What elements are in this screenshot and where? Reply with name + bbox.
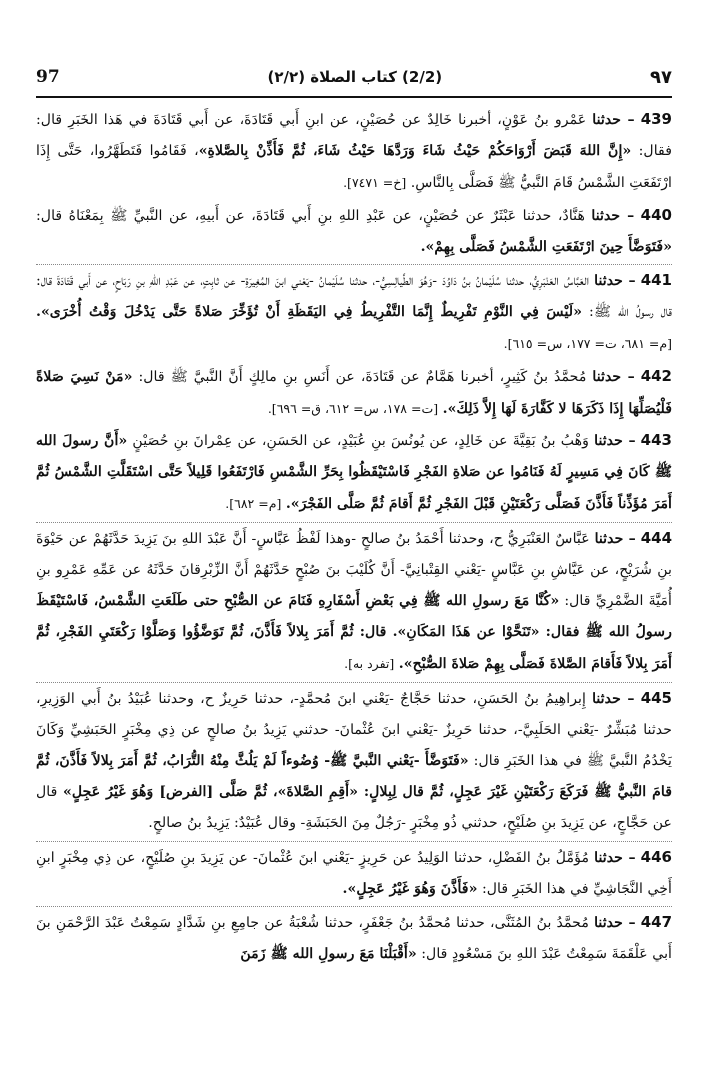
hadith-text-tail: ، فَقَامُوا فَتَطَهَّرُوا، حَتَّى إِذَا ارْتَفَعَتِ الشَّمْسُ قَامَ النَّبيُّ ﷺ فَصَلَّى بِالنَّاسِ. — [36, 143, 672, 192]
hadith-number: 446 — [640, 847, 672, 866]
hadith-441 — [36, 265, 672, 361]
hadith-matn: «مَنْ نَسِيَ صَلاةً فَلْيُصَلِّهَا إِذَا ذَكَرَهَا لا كَفَّارَةَ لَهَا إِلاَّ ذَلِكَ». — [36, 368, 672, 417]
hadith-matn: «فَأَذَّنَ وَهُوَ غَيْرُ عَجِلٍ». — [342, 880, 478, 897]
hadith-head: – حدثنا — [594, 849, 636, 866]
hadith-number: 441 — [640, 271, 672, 290]
hadith-440 — [36, 200, 672, 263]
hadith-head: – حدثنا — [594, 915, 636, 932]
hadith-matn: «أَنَّ رسولَ الله ﷺ كَانَ فِي مَسِيرٍ لَهُ فَنَامُوا عن صَلاةِ الفَجْرِ فَاسْتَيْقَظُوا بِحَرِّ الشَّمْسِ فَارْتَفَعُوا قَلِيلاً حَتَّى اسْتَقَلَّتِ الشَّمْسُ ثُمَّ أَمَرَ مُؤَذِّناً فَأَذَّنَ فَصَلَّى رَكْعَتَيْنِ قَبْلَ الفَجْرِ ثُمَّ أَقامَ ثُمَّ صَلَّى الفَجْرَ». — [36, 433, 672, 513]
page-header — [36, 62, 672, 92]
hadith-reference: [م= ٦٨١، ت= ١٧٧، س= ٦١٥]. — [503, 336, 672, 352]
header-rule — [36, 96, 672, 98]
hadith-head: – حدثنا — [594, 530, 636, 547]
hadith-443 — [36, 425, 672, 521]
hadith-head: – حدثنا — [591, 207, 635, 224]
hadith-439 — [36, 104, 672, 200]
hadith-isnad: عَمْرو بنُ عَوْنٍ، أخبرنا خَالِدٌ عن حُصَيْنٍ، عن ابنِ أَبي قَتَادَةَ، عن أَبي قَتَادَةَ في هَذا الخَبَرِ قال: فقال: — [36, 112, 672, 160]
page-number-arabic: ٩٧ — [650, 66, 672, 88]
hadith-isnad: مُؤَمَّلُ بنُ الفَضْلِ، حدثنا الوَلِيدُ عن حَرِيزٍ -يَعْني ابنَ عُثْمانَ- عن يَزِيدَ بنِ صُلَيْحٍ، عن ذِي مِخْبَرٍ ابنِ أَخِي النَّجَاشِيِّ في هذا الخَبَرِ قال: — [36, 849, 672, 897]
hadith-reference: [تفرد به]. — [344, 656, 395, 672]
hadith-number: 445 — [640, 688, 672, 707]
hadith-head: – حدثنا — [594, 273, 636, 290]
hadith-head: – حدثنا — [594, 433, 636, 450]
hadith-number: 444 — [640, 528, 672, 547]
hadith-matn: «إِنَّ اللهَ قَبَضَ أَرْوَاحَكُمْ حَيْثُ شَاءَ وَرَدَّهَا حَيْثُ شَاءَ، ثُمَّ فَأَذِّنْ بِالصَّلاةِ» — [198, 143, 632, 160]
hadith-isnad: عَبَّاسٌ العَنْبَرِيُّ ح، وحدثنا أَحْمَدُ بنُ صالحٍ -وهذا لَفْظُ عَبَّاسٍ- أَنَّ عَبْدَ اللهِ بنَ يَزِيدَ حَدَّثَهُمْ عن حَيْوَةَ بنِ شُرَيْحٍ، عن عَيَّاشِ بنِ عَبَّاسٍ -يَعْني القِتْبانِيَّ- أَنَّ كُلَيْبَ بنَ صُبْحٍ حَدَّثَهُمْ أَنَّ الزِّبْرِقانَ حَدَّثَهُ عن عَمِّهِ عَمْرِو بنِ أُمَيَّةَ الضَّمْرِيِّ قال: — [36, 530, 672, 610]
hadith-isnad: مُحمَّدُ بنُ المُثَنَّى، حدثنا مُحمَّدُ بنُ جَعْفَرٍ، حدثنا شُعْبَةُ عن جامِعِ بنِ شَدَّادٍ سَمِعْتُ عَبْدَ الرَّحْمَنِ بنَ أَبي عَلْقَمَةَ سَمِعْتُ عَبْدَ اللهِ بنَ مَسْعُودٍ قال: — [36, 915, 672, 963]
hadith-number: 440 — [640, 205, 672, 224]
hadith-head: – حدثنا — [592, 690, 635, 707]
hadith-reference: [خ= ٧٤٧١]. — [343, 175, 407, 191]
hadith-matn: «لَيْسَ فِي النَّوْمِ تَفْرِيطٌ إِنَّمَا التَّفْرِيطُ فِي اليَقَظَةِ أَنْ تُؤَخِّرَ صَلاةً حَتَّى يَدْخُلَ وَقْتُ أُخْرَى». — [36, 304, 582, 321]
hadith-head: – حدثنا — [592, 368, 635, 385]
page-body — [36, 104, 672, 1075]
hadith-matn: «كُنَّا مَعَ رسولِ الله ﷺ فِي بَعْضِ أَسْفَارِهِ فَنَامَ عن الصُّبْحِ حتى طَلَعَتِ الشَّمْسُ، فَاسْتَيْقَظَ رسولُ الله ﷺ فقال: «تَنَحَّوْا عن هَذَا المَكَانِ». قال: ثُمَّ أَمَرَ بِلالاً فَأَذَّنَ، ثُمَّ تَوَضَّؤُوا وَصَلَّوْا رَكْعَتَيِ الفَجْرِ، ثُمَّ أَمَرَ بِلالاً فَأَقامَ الصَّلاةَ فَصَلَّى بِهِمْ صَلاةَ الصُّبْحِ». — [36, 593, 672, 673]
hadith-isnad: مُحمَّدُ بنُ كَثِيرٍ، أخبرنا هَمَّامٌ عن قَتَادَةَ، عن أَنَسِ بنِ مالِكٍ أَنَّ النَّبيَّ ﷺ قال: — [132, 368, 593, 385]
hadith-442 — [36, 361, 672, 425]
hadith-number: 442 — [640, 366, 672, 385]
hadith-matn: «فَتَوَضَّأَ -يَعْني النَّبيَّ ﷺ- وُضُوءاً لَمْ يَلُثَّ مِنْهُ التُّرَابُ، ثُمَّ أَمَرَ بِلالاً فَأَذَّنَ، ثُمَّ قامَ النَّبيُّ ﷺ فَرَكَعَ رَكْعَتَيْنِ غَيْرَ عَجِلٍ، ثُمَّ قال لِبِلالٍ: «أَقِمِ الصَّلاةَ»، ثُمَّ صَلَّى [الفرض] وَهُوَ غَيْرُ عَجِلٍ» — [36, 753, 672, 801]
hadith-isnad: إِبراهِيمُ بنُ الحَسَنِ، حدثنا حَجَّاجٌ -يَعْني ابنَ مُحمَّدٍ-، حدثنا حَرِيزٌ ح، وحدثنا عُبَيْدُ بنُ أَبي الوَزِيرِ، حدثنا مُبَشِّرٌ -يَعْني الحَلَبِيَّ-، حدثنا حَرِيزٌ -يَعْني ابنَ عُثْمانَ- حدثني يَزِيدُ بنُ صالحٍ عن ذِي مِخْبَرٍ الحَبَشِيِّ وَكَانَ يَخْدُمُ النَّبيَّ ﷺ في هذا الخَبَرِ قال: — [36, 690, 672, 770]
hadith-isnad: هَنَّادٌ، حدثنا عَبْثَرٌ عن حُصَيْنٍ، عن عَبْدِ اللهِ بنِ أَبي قَتَادَةَ، عن أَبيهِ، عن النَّبيِّ ﷺ بِمَعْنَاهُ قال: — [36, 207, 592, 224]
hadith-reference: [م= ٦٨٢]. — [225, 496, 282, 512]
hadith-matn: «فَتَوَضَّأَ حِينَ ارْتَفَعَتِ الشَّمْسُ فَصَلَّى بِهِمْ». — [420, 238, 672, 255]
hadith-number: 439 — [640, 110, 672, 128]
hadith-matn: «أَقْبَلْنَا مَعَ رسولِ الله ﷺ زَمَنَ — [240, 946, 417, 963]
hadith-number: 447 — [640, 913, 672, 932]
hadith-444 — [36, 523, 672, 681]
hadith-isnad: العَبَّاسُ العَنْبَرِيُّ، حدثنا سُلَيْمانُ بنُ دَاوُدَ -وَهُوَ الطَّيالِسِيُّ-، حدثنا سُلَيْمانُ -يَعْني ابنَ المُغِيرَةِ- عن ثابِتٍ، عن عَبْدِ اللهِ بنِ رَبَاحٍ، عن أَبي قَتَادَةَ قال: قال رسولُ الله ﷺ: — [36, 273, 672, 321]
hadith-isnad: وَهْبُ بنُ بَقِيَّةَ عن خَالِدٍ، عن يُونُسَ بنِ عُبَيْدٍ، عن الحَسَنِ، عن عِمْرانَ بنِ حُصَيْنٍ — [127, 433, 595, 450]
hadith-446 — [36, 842, 672, 905]
hadith-number: 443 — [640, 431, 672, 450]
hadith-text-tail: قال عن حَجَّاجٍ، عن يَزِيدَ بنِ صُلَيْحٍ، حدثني ذُو مِخْبَرٍ -رَجُلٌ مِنَ الحَبَشَةِ- وقال عُبَيْدٌ: يَزِيدُ بنُ صالحٍ. — [36, 784, 672, 832]
hadith-445 — [36, 683, 672, 840]
page-number-latin: 97 — [36, 67, 60, 87]
running-title: (2/2) كتاب الصلاة (٢/٢) — [267, 68, 443, 86]
hadith-447 — [36, 907, 672, 970]
hadith-reference: [ت= ١٧٨، س= ٦١٢، ق= ٦٩٦]. — [267, 400, 439, 416]
hadith-head: – حدثنا — [592, 112, 635, 128]
